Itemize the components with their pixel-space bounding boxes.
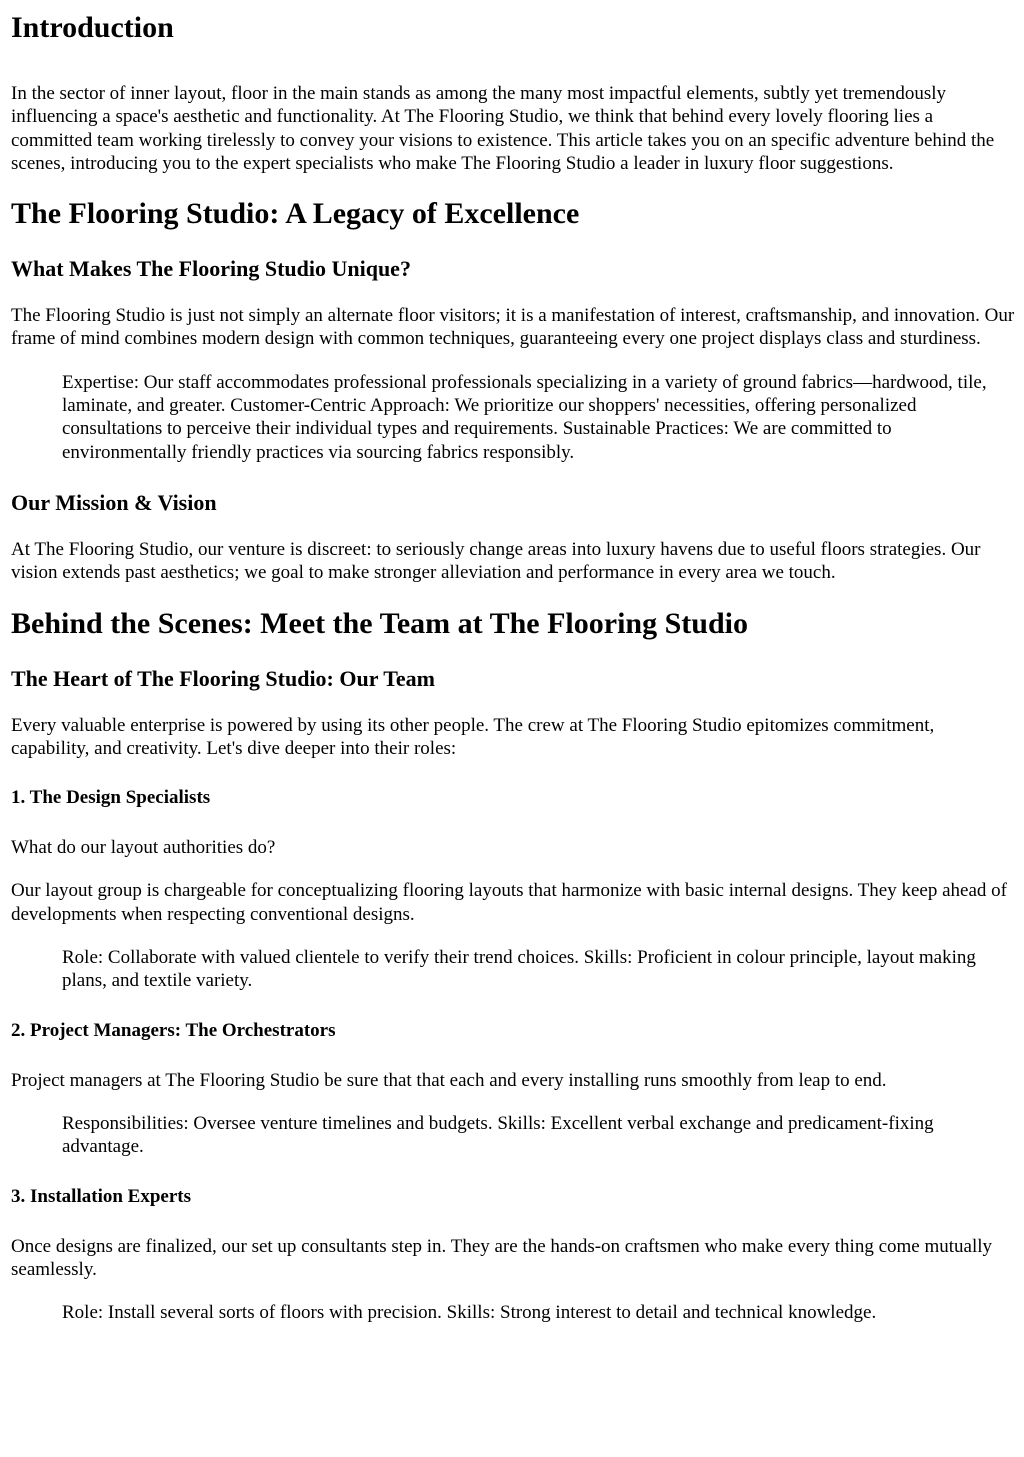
- mission-paragraph: At The Flooring Studio, our venture is discreet: to seriously change areas into luxury havens due to useful floors strategies. Our vision extends past aesthetics; we goal to make stronger alleviation and performance in every area we touch.: [11, 538, 981, 584]
- article: [0, 11, 1024, 1324]
- intro-heading: Introduction: [11, 11, 174, 44]
- unique-quote: Expertise: Our staff accommodates professional professionals specializing in a variety of ground fabrics—hardwood, tile, laminate, and greater. Customer-Centric Approach: We prioritize our shoppers' necessities, offering personalized consultations to perceive their individual types and requirements. Sustainable Practices: We are committed to environmentally friendly practices via sourcing fabrics responsibly.: [62, 371, 987, 463]
- team-heading: Behind the Scenes: Meet the Team at The Flooring Studio: [11, 606, 748, 640]
- design-heading: 1. The Design Specialists: [11, 787, 211, 809]
- design-quote: Role: Collaborate with valued clientele to verify their trend choices. Skills: Proficient in colour principle, layout making plans, and textile variety.: [62, 947, 976, 992]
- pm-paragraph: Project managers at The Flooring Studio be sure that that each and every installing runs smoothly from leap to end.: [11, 1069, 887, 1091]
- pm-heading: 2. Project Managers: The Orchestrators: [11, 1019, 336, 1041]
- install-paragraph: Once designs are finalized, our set up consultants step in. They are the hands-on craftsmen who make every thing come mutually seamlessly.: [11, 1235, 993, 1280]
- install-heading: 3. Installation Experts: [11, 1185, 191, 1207]
- pm-quote: Responsibilities: Oversee venture timelines and budgets. Skills: Excellent verbal exchange and predicament-fixing advantage.: [62, 1112, 934, 1158]
- unique-paragraph: The Flooring Studio is just not simply an alternate floor visitors; it is a manifestation of interest, craftsmanship, and innovation. Our frame of mind combines modern design with common techniques, guaranteeing every one project displays class and sturdiness.: [11, 305, 1015, 350]
- design-question: What do our layout authorities do?: [11, 837, 276, 859]
- install-quote: Role: Install several sorts of floors with precision. Skills: Strong interest to detail and technical knowledge.: [62, 1302, 877, 1324]
- heart-paragraph: Every valuable enterprise is powered by using its other people. The crew at The Flooring Studio epitomizes commitment, capability, and creativity. Let's dive deeper into their roles:: [11, 714, 935, 759]
- intro-paragraph: In the sector of inner layout, floor in the main stands as among the many most impactful elements, subtly yet tremendously influencing a space's aesthetic and functionality. At The Flooring Studio, we think that behind every lovely flooring lies a committed team working tirelessly to convey your visions to existence. This article takes you on an specific adventure behind the scenes, introducing you to the expert specialists who make The Flooring Studio a leader in luxury floor suggestions.: [11, 83, 995, 174]
- mission-heading: Our Mission & Vision: [11, 489, 217, 515]
- unique-heading: What Makes The Flooring Studio Unique?: [11, 256, 411, 282]
- legacy-heading: The Flooring Studio: A Legacy of Excellence: [11, 197, 580, 231]
- heart-heading: The Heart of The Flooring Studio: Our Team: [11, 665, 435, 691]
- design-paragraph: Our layout group is chargeable for conceptualizing flooring layouts that harmonize with basic internal designs. They keep ahead of developments when respecting conventional designs.: [11, 880, 1007, 925]
